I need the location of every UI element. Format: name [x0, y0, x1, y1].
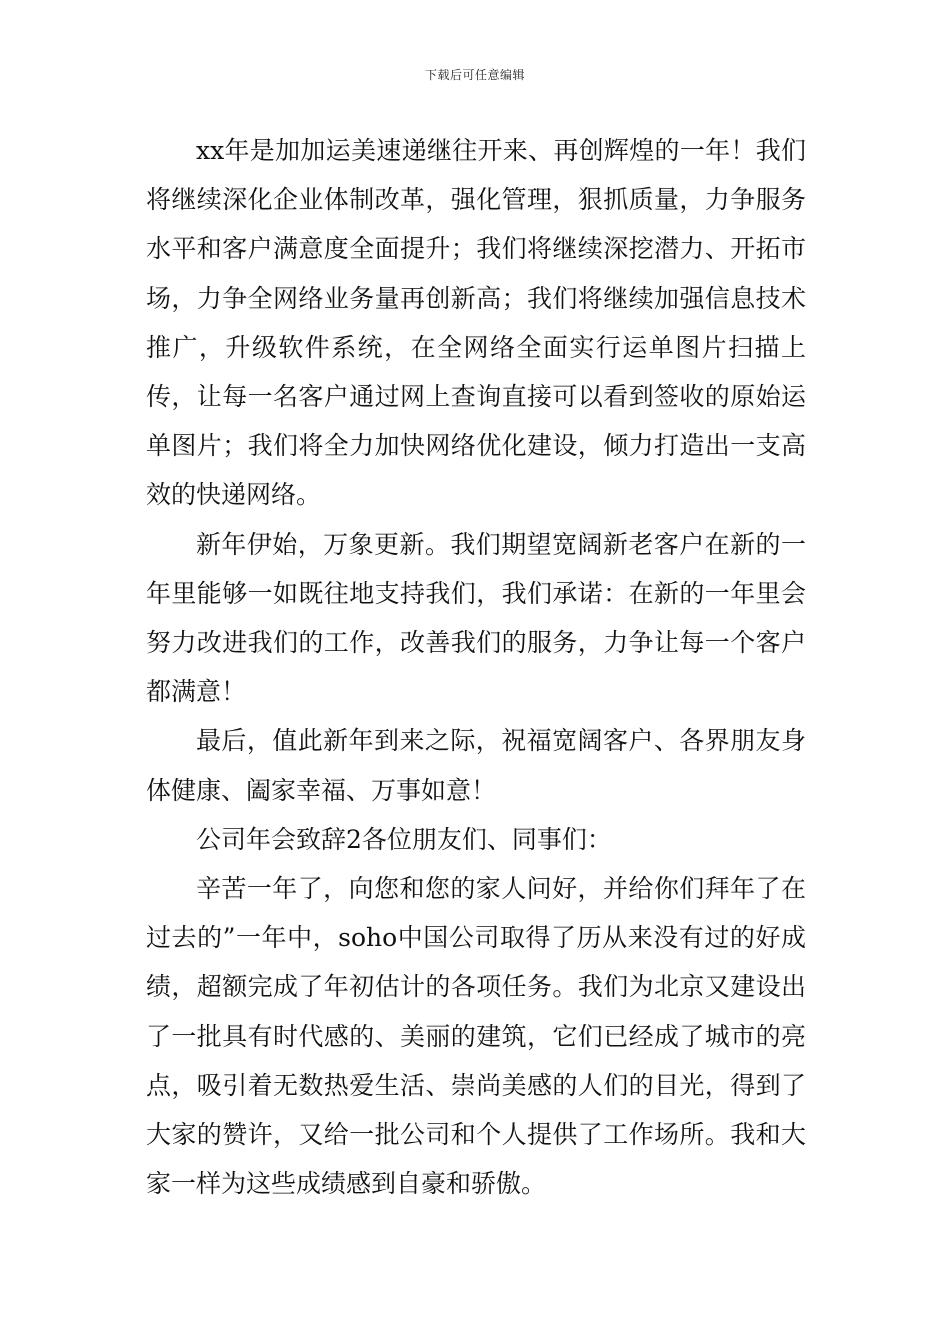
paragraph-5: 辛苦一年了，向您和您的家人问好，并给你们拜年了在过去的”一年中，soho中国公司取得了历从来没有过的好成绩，超额完成了年初估计的各项任务。我们为北京又建设出了一批具有时代感的、美丽的建筑，它们已经成了城市的亮点，吸引着无数热爱生活、崇尚美感的人们的目光，得到了大家的赞许，又给一批公司和个人提供了工作场所。我和大家一样为这些成绩感到自豪和骄傲。	[146, 874, 806, 1199]
paragraph-2: 新年伊始，万象更新。我们期望宽阔新老客户在新的一年里能够一如既往地支持我们，我们承诺：在新的一年里会努力改进我们的工作，改善我们的服务，力争让每一个客户都满意！	[146, 529, 806, 707]
paragraph-4-heading: 公司年会致辞2各位朋友们、同事们：	[196, 824, 612, 854]
document-body	[146, 126, 806, 1208]
paragraph-1: xx年是加加运美速递继往开来、再创辉煌的一年！我们将继续深化企业体制改革，强化管理，狠抓质量，力争服务水平和客户满意度全面提升；我们将继续深挖潜力、开拓市场，力争全网络业务量再创新高；我们将继续加强信息技术推广，升级软件系统，在全网络全面实行运单图片扫描上传，让每一名客户通过网上查询直接可以看到签收的原始运单图片；我们将全力加快网络优化建设，倾力打造出一支高效的快递网络。	[146, 136, 806, 510]
paragraph-3: 最后，值此新年到来之际，祝福宽阔客户、各界朋友身体健康、阖家幸福、万事如意！	[146, 726, 806, 805]
page-header-note: 下载后可任意编辑	[424, 68, 525, 82]
